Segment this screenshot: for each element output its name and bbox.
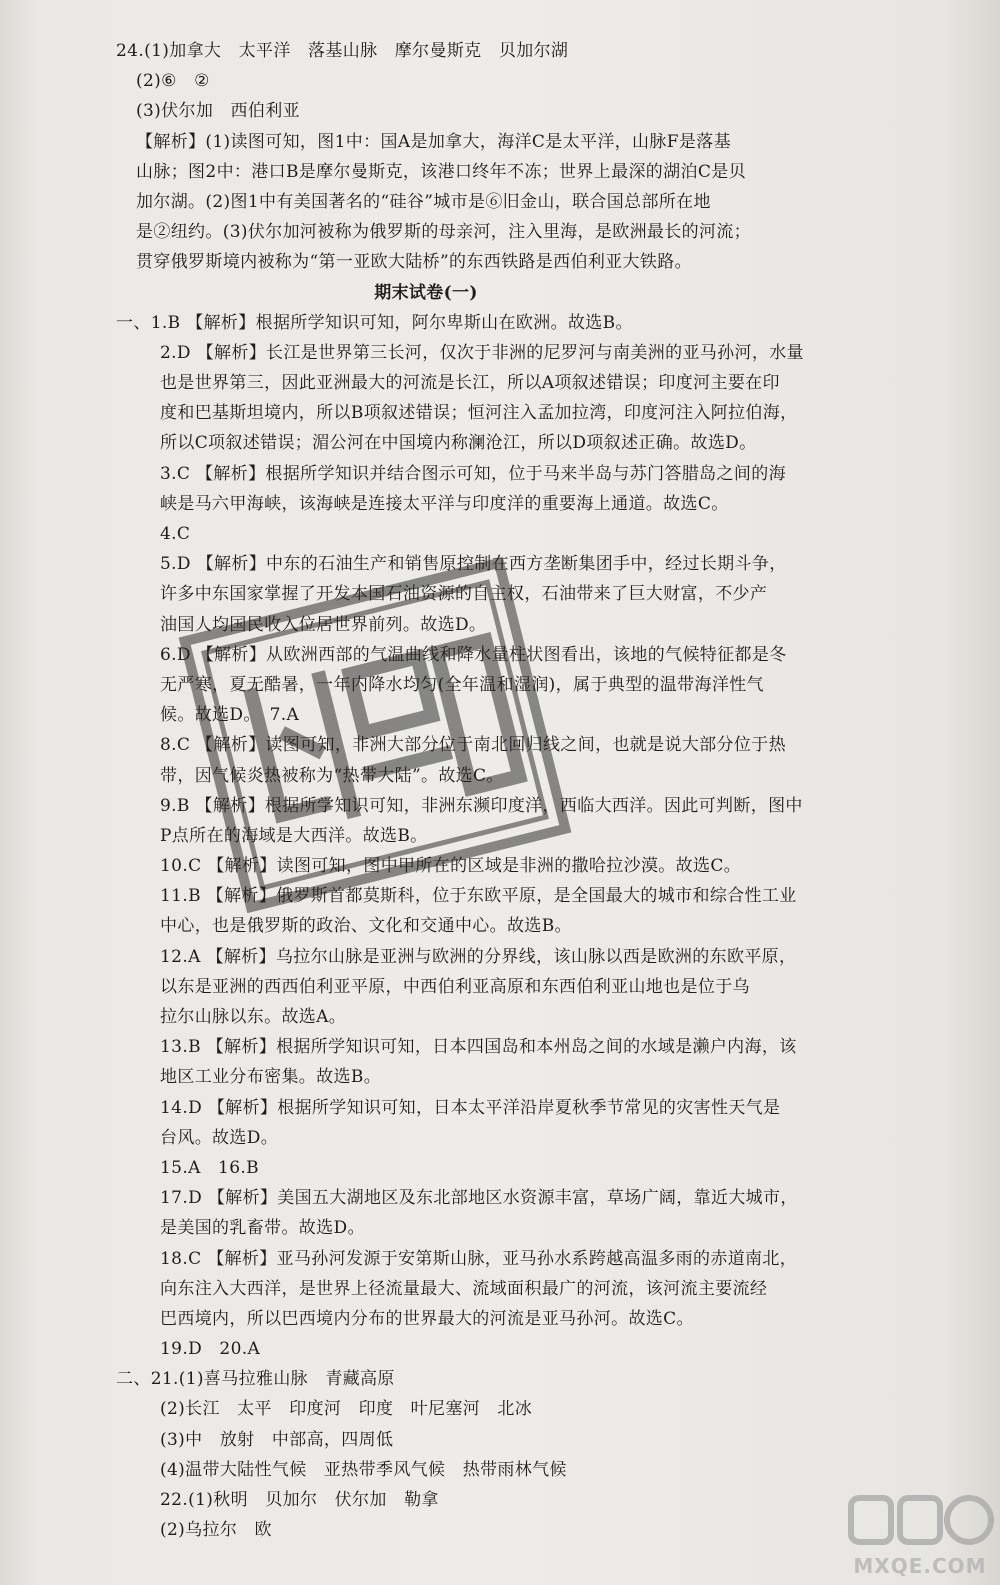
text-line: (3)伏尔加 西伯利亚 — [136, 101, 300, 122]
text-line: 无严寒，夏无酷暑，一年内降水均匀(全年温和湿润)，属于典型的温带海洋性气 — [160, 674, 764, 695]
text-line: (3)中 放射 中部高，四周低 — [160, 1429, 394, 1450]
text-line: 9.B 【解析】根据所学知识可知，非洲东濒印度洋，西临大西洋。因此可判断，图中 — [160, 795, 803, 816]
text-line: 2.D 【解析】长江是世界第三长河，仅次于非洲的尼罗河与南美洲的亚马孙河，水量 — [160, 342, 804, 363]
text-line: 【解析】(1)读图可知，图1中：国A是加拿大，海洋C是太平洋，山脉F是落基 — [136, 131, 731, 152]
site-logo-watermark — [845, 1490, 995, 1580]
text-line: 地区工业分布密集。故选B。 — [160, 1067, 382, 1088]
text-line: 峡是马六甲海峡，该海峡是连接太平洋与印度洋的重要海上通道。故选C。 — [160, 493, 729, 514]
text-line: 19.D 20.A — [160, 1339, 261, 1360]
text-line: 是美国的乳畜带。故选D。 — [160, 1218, 365, 1239]
text-line: 带，因气候炎热被称为“热带大陆”。故选C。 — [160, 765, 504, 786]
text-line: 也是世界第三，因此亚洲最大的河流是长江，所以A项叙述错误；印度河主要在印 — [160, 373, 780, 394]
text-line: 所以C项叙述错误；湄公河在中国境内称澜沧江，所以D项叙述正确。故选D。 — [160, 433, 757, 454]
text-line: 度和巴基斯坦境内，所以B项叙述错误；恒河注入孟加拉湾，印度河注入阿拉伯海， — [160, 403, 798, 424]
text-line: 15.A 16.B — [160, 1157, 259, 1178]
text-line: 18.C 【解析】亚马孙河发源于安第斯山脉，亚马孙水系跨越高温多雨的赤道南北， — [160, 1248, 798, 1269]
text-line: 期末试卷(一) — [374, 282, 478, 303]
text-line: (2)长江 太平 印度河 印度 叶尼塞河 北冰 — [160, 1399, 533, 1420]
text-line: 22.(1)秋明 贝加尔 伏尔加 勒拿 — [160, 1490, 439, 1510]
text-line: 6.D 【解析】从欧洲西部的气温曲线和降水量柱状图看出，该地的气候特征都是冬 — [160, 644, 787, 665]
text-line: 油国人均国民收入位居世界前列。故选D。 — [160, 614, 487, 635]
text-line: 台风。故选D。 — [160, 1127, 279, 1148]
logo-text: MXQE.COM — [853, 1554, 987, 1578]
text-line: 拉尔山脉以东。故选A。 — [160, 1007, 347, 1027]
text-line: 3.C 【解析】根据所学知识并结合图示可知，位于马来半岛与苏门答腊岛之间的海 — [160, 463, 786, 484]
text-line: 是②纽约。(3)伏尔加河被称为俄罗斯的母亲河，注入里海，是欧洲最长的河流； — [136, 222, 752, 243]
text-line: 二、21.(1)喜马拉雅山脉 青藏高原 — [116, 1369, 395, 1390]
text-line: 中心，也是俄罗斯的政治、文化和交通中心。故选B。 — [160, 916, 572, 937]
text-line: 5.D 【解析】中东的石油生产和销售原控制在西方垄断集团手中，经过长期斗争， — [160, 554, 787, 575]
text-line: 17.D 【解析】美国五大湖地区及东北部地区水资源丰富，草场广阔，靠近大城市， — [160, 1188, 798, 1209]
text-line: 贯穿俄罗斯境内被称为“第一亚欧大陆桥”的东西铁路是西伯利亚大铁路。 — [136, 252, 692, 273]
text-line: P点所在的海域是大西洋。故选B。 — [160, 825, 428, 846]
text-line: 加尔湖。(2)图1中有美国著名的“硅谷”城市是⑥旧金山，联合国总部所在地 — [136, 191, 711, 212]
text-line: 8.C 【解析】读图可知，非洲大部分位于南北回归线之间，也就是说大部分位于热 — [160, 735, 786, 756]
text-line: 巴西境内，所以巴西境内分布的世界最大的河流是亚马孙河。故选C。 — [160, 1308, 694, 1329]
text-line: 24.(1)加拿大 太平洋 落基山脉 摩尔曼斯克 贝加尔湖 — [116, 41, 569, 61]
logo-glyph-icon — [845, 1490, 995, 1552]
text-line: (2)⑥ ② — [136, 71, 210, 92]
text-line: 候。故选D。 7.A — [160, 705, 300, 726]
text-line: 一、1.B 【解析】根据所学知识可知，阿尔卑斯山在欧洲。故选B。 — [116, 312, 633, 333]
text-line: 许多中东国家掌握了开发本国石油资源的自主权，石油带来了巨大财富，不少产 — [160, 584, 768, 605]
text-line: 山脉；图2中：港口B是摩尔曼斯克，该港口终年不冻；世界上最深的湖泊C是贝 — [136, 161, 746, 182]
text-line: 以东是亚洲的西西伯利亚平原，中西伯利亚高原和东西伯利亚山地也是位于乌 — [160, 976, 750, 997]
text-line: 向东注入大西洋，是世界上径流量最大、流域面积最广的河流，该河流主要流经 — [160, 1278, 768, 1299]
text-line: (4)温带大陆性气候 亚热带季风气候 热带雨林气候 — [160, 1459, 567, 1480]
text-line: 13.B 【解析】根据所学知识可知，日本四国岛和本州岛之间的水域是濑户内海，该 — [160, 1037, 797, 1058]
text-line: 10.C 【解析】读图可知，图中甲所在的区域是非洲的撒哈拉沙漠。故选C。 — [160, 856, 742, 877]
text-line: 14.D 【解析】根据所学知识可知，日本太平洋沿岸夏秋季节常见的灾害性天气是 — [160, 1097, 781, 1118]
text-line: (2)乌拉尔 欧 — [160, 1520, 272, 1541]
text-line: 12.A 【解析】乌拉尔山脉是亚洲与欧洲的分界线，该山脉以西是欧洲的东欧平原， — [160, 946, 797, 967]
text-line: 4.C — [160, 524, 191, 544]
text-line: 11.B 【解析】俄罗斯首都莫斯科，位于东欧平原，是全国最大的城市和综合性工业 — [160, 886, 797, 907]
